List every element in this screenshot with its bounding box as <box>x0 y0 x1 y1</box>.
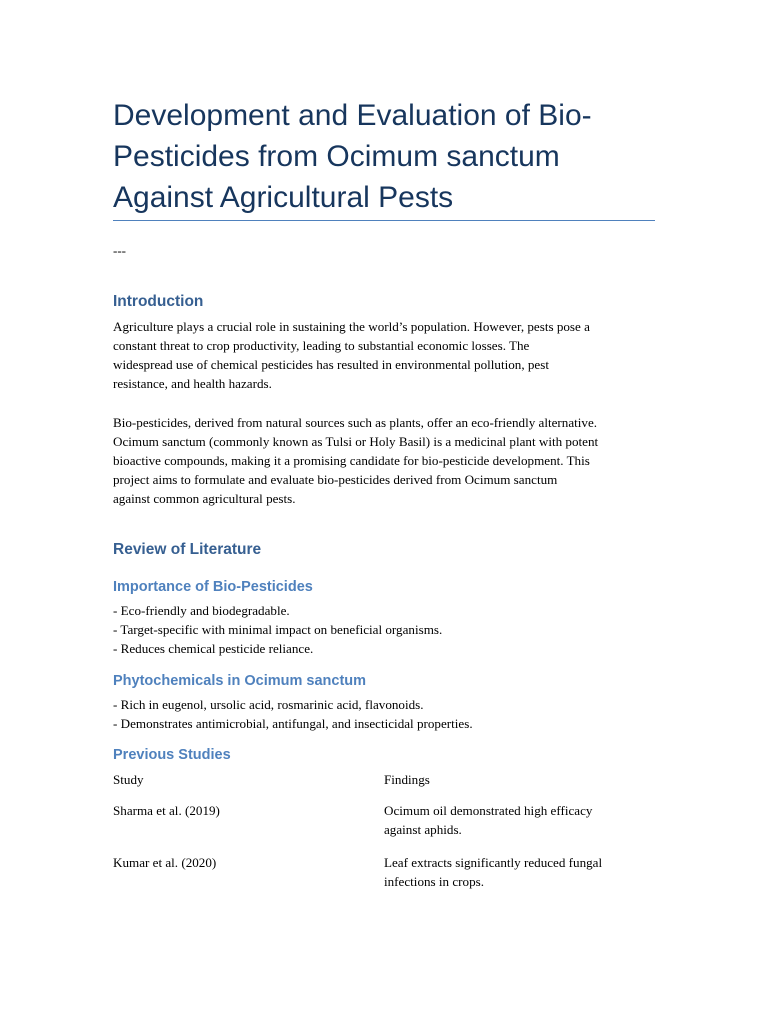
importance-list <box>113 601 442 658</box>
importance-heading: Importance of Bio-Pesticides <box>113 579 313 595</box>
paragraph-line: constant threat to crop productivity, leading to substantial economic losses. The <box>113 338 530 353</box>
column-header-findings: Findings <box>384 772 430 787</box>
list-item: - Reduces chemical pesticide reliance. <box>113 641 314 656</box>
phytochemicals-list <box>113 695 473 733</box>
paragraph-line: bioactive compounds, making it a promising candidate for bio-pesticide development. This <box>113 453 590 468</box>
introduction-paragraph-2 <box>113 413 657 508</box>
title-line: Against Agricultural Pests <box>113 181 454 214</box>
findings-line: Ocimum oil demonstrated high efficacy <box>384 803 593 818</box>
title-line: Pesticides from Ocimum sanctum <box>113 140 560 173</box>
paragraph-line: against common agricultural pests. <box>113 491 296 506</box>
title-line: Development and Evaluation of Bio- <box>113 99 592 132</box>
study-cell: Sharma et al. (2019) <box>113 803 220 818</box>
list-item: - Eco-friendly and biodegradable. <box>113 603 290 618</box>
paragraph-line: Agriculture plays a crucial role in sustaining the world’s population. However, pests pose a <box>113 319 590 334</box>
findings-line: Leaf extracts significantly reduced fungal <box>384 855 603 870</box>
phytochemicals-heading: Phytochemicals in Ocimum sanctum <box>113 673 367 689</box>
review-heading: Review of Literature <box>113 541 262 558</box>
document-title <box>113 95 657 218</box>
paragraph-line: project aims to formulate and evaluate bio-pesticides derived from Ocimum sanctum <box>113 472 558 487</box>
study-cell: Kumar et al. (2020) <box>113 855 217 870</box>
findings-line: against aphids. <box>384 822 462 837</box>
introduction-heading: Introduction <box>113 293 204 310</box>
previous-studies-heading: Previous Studies <box>113 747 231 763</box>
section-separator: --- <box>113 243 126 258</box>
list-item: - Demonstrates antimicrobial, antifungal, and insecticidal properties. <box>113 716 473 731</box>
paragraph-line: widespread use of chemical pesticides has resulted in environmental pollution, pest <box>113 357 549 372</box>
introduction-paragraph-1 <box>113 317 657 393</box>
paragraph-line: Ocimum sanctum (commonly known as Tulsi or Holy Basil) is a medicinal plant with potent <box>113 434 599 449</box>
title-underline-rule <box>113 220 655 221</box>
list-item: - Rich in eugenol, ursolic acid, rosmarinic acid, flavonoids. <box>113 697 424 712</box>
findings-cell <box>384 801 654 839</box>
findings-cell <box>384 853 654 891</box>
paragraph-line: resistance, and health hazards. <box>113 376 272 391</box>
paragraph-line: Bio-pesticides, derived from natural sources such as plants, offer an eco-friendly alternative. <box>113 415 598 430</box>
list-item: - Target-specific with minimal impact on beneficial organisms. <box>113 622 443 637</box>
column-header-study: Study <box>113 772 144 787</box>
findings-line: infections in crops. <box>384 874 484 889</box>
